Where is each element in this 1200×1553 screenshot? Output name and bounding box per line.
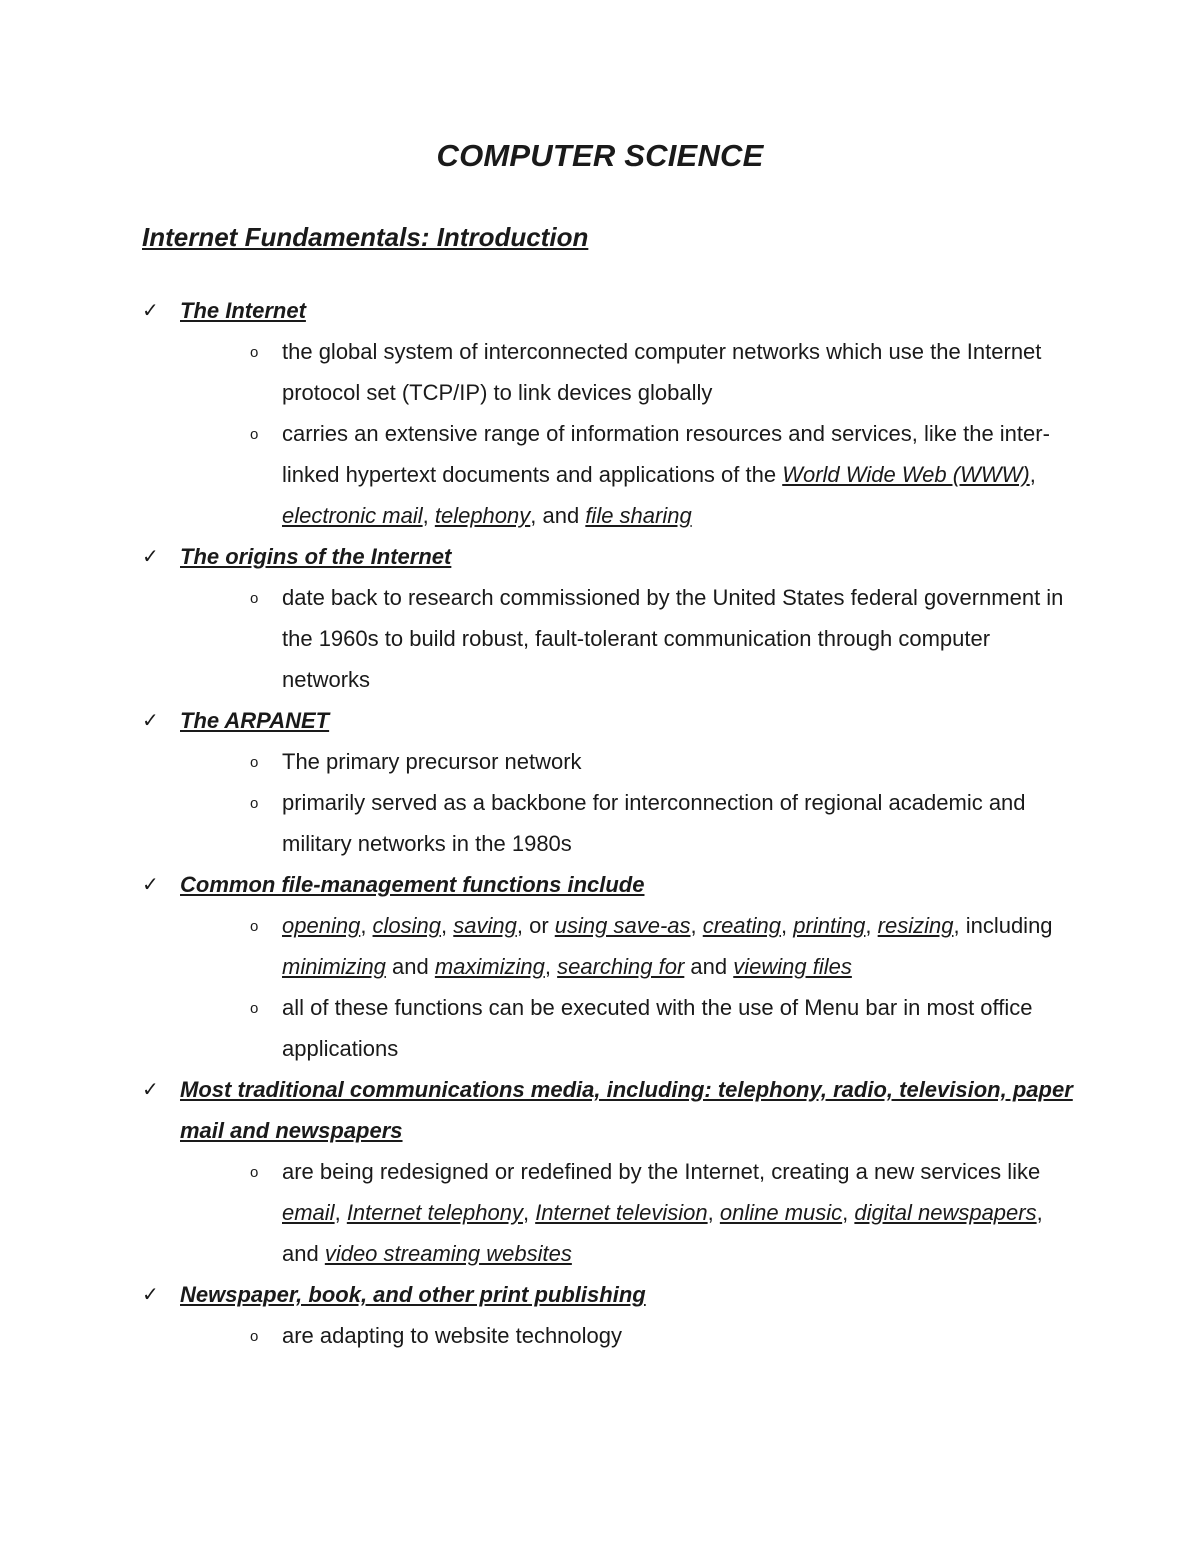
bullet-text: ,: [544, 954, 558, 979]
item-heading-text: The origins of the Internet: [180, 544, 452, 569]
underlined-term: World Wide Web (WWW): [782, 462, 1030, 487]
bullet-text: ,: [842, 1200, 855, 1225]
underlined-term: printing: [793, 913, 866, 938]
bullet-text: carries an extensive range of information resources and services, like the inter-linked hypertext documents and applications of the: [282, 421, 1050, 487]
bullet-text: the global system of interconnected computer networks which use the Internet protocol set (TCP/IP) to link devices globally: [282, 339, 1042, 405]
bullet-text: ,: [522, 1200, 536, 1225]
outline-item: [142, 1274, 1082, 1356]
bullet-item: [142, 331, 1082, 413]
bullet-text: , or: [516, 913, 555, 938]
bullet-text: ,: [1029, 462, 1036, 487]
outline-item: [142, 290, 1082, 536]
bullet-list: [142, 1151, 1082, 1274]
bullet-item: [142, 782, 1082, 864]
bullet-list: [142, 905, 1082, 1069]
bullet-list: [142, 577, 1082, 700]
item-heading: [142, 1274, 1082, 1315]
outline-item: [142, 700, 1082, 864]
bullet-text: ,: [707, 1200, 720, 1225]
bullet-text: ,: [422, 503, 435, 528]
bullet-text: ,: [690, 913, 703, 938]
checkmark-icon: ✓: [142, 708, 159, 732]
bullet-text: , and: [282, 1200, 1043, 1266]
item-heading: [142, 864, 1082, 905]
underlined-term: electronic mail: [282, 503, 423, 528]
underlined-term: closing: [372, 913, 442, 938]
underlined-term: maximizing: [434, 954, 545, 979]
bullet-icon: o: [250, 1328, 259, 1345]
item-heading-text: Most traditional communications media, including: telephony, radio, television, paper mail and newspapers: [180, 1077, 1073, 1143]
underlined-term: using save-as: [554, 913, 691, 938]
outline-list: [142, 290, 1082, 1356]
item-heading: [142, 290, 1082, 331]
item-heading-text: Newspaper, book, and other print publishing: [180, 1282, 646, 1307]
underlined-term: Internet television: [535, 1200, 708, 1225]
checkmark-icon: ✓: [142, 298, 159, 322]
checkmark-icon: ✓: [142, 1077, 159, 1101]
checkmark-icon: ✓: [142, 1282, 159, 1306]
underlined-term: video streaming websites: [324, 1241, 572, 1266]
bullet-item: [142, 1151, 1082, 1274]
item-heading-text: The ARPANET: [180, 708, 330, 733]
outline-item: [142, 536, 1082, 700]
bullet-text: all of these functions can be executed with the use of Menu bar in most office applications: [282, 995, 1033, 1061]
underlined-term: email: [282, 1200, 335, 1225]
bullet-text: primarily served as a backbone for interconnection of regional academic and military networks in the 1980s: [282, 790, 1026, 856]
item-heading-text: The Internet: [180, 298, 306, 323]
underlined-term: searching for: [557, 954, 685, 979]
underlined-term: file sharing: [585, 503, 692, 528]
bullet-item: [142, 413, 1082, 536]
bullet-icon: o: [250, 754, 259, 771]
bullet-item: [142, 577, 1082, 700]
item-heading: [142, 1069, 1082, 1151]
bullet-item: [142, 905, 1082, 987]
bullet-item: [142, 741, 1082, 782]
bullet-text: are adapting to website technology: [282, 1323, 623, 1348]
bullet-text: ,: [781, 913, 794, 938]
underlined-term: opening: [282, 913, 361, 938]
bullet-list: [142, 331, 1082, 536]
underlined-term: resizing: [877, 913, 954, 938]
bullet-item: [142, 987, 1082, 1069]
bullet-text: ,: [441, 913, 454, 938]
bullet-item: [142, 1315, 1082, 1356]
bullet-text: and: [684, 954, 734, 979]
outline-item: [142, 1069, 1082, 1274]
bullet-text: , including: [953, 913, 1053, 938]
underlined-term: minimizing: [282, 954, 386, 979]
checkmark-icon: ✓: [142, 544, 159, 568]
bullet-icon: o: [250, 1164, 259, 1181]
bullet-list: [142, 1315, 1082, 1356]
underlined-term: saving: [453, 913, 517, 938]
underlined-term: telephony: [434, 503, 531, 528]
bullet-icon: o: [250, 426, 259, 443]
outline-item: [142, 864, 1082, 1069]
item-heading: [142, 700, 1082, 741]
underlined-term: Internet telephony: [346, 1200, 523, 1225]
bullet-text: date back to research commissioned by the United States federal government in the 1960s to build robust, fault-tolerant communication through computer networks: [282, 585, 1064, 692]
checkmark-icon: ✓: [142, 872, 159, 896]
item-heading-text: Common file-management functions include: [180, 872, 645, 897]
underlined-term: creating: [702, 913, 782, 938]
bullet-icon: o: [250, 344, 259, 361]
bullet-text: The primary precursor network: [282, 749, 582, 774]
underlined-term: viewing files: [733, 954, 852, 979]
bullet-text: ,: [334, 1200, 347, 1225]
bullet-icon: o: [250, 590, 259, 607]
bullet-icon: o: [250, 795, 259, 812]
underlined-term: online music: [719, 1200, 843, 1225]
bullet-text: ,: [360, 913, 373, 938]
bullet-icon: o: [250, 1000, 259, 1017]
bullet-icon: o: [250, 918, 259, 935]
bullet-text: , and: [530, 503, 586, 528]
bullet-text: are being redesigned or redefined by the Internet, creating a new services like: [282, 1159, 1041, 1184]
bullet-text: ,: [865, 913, 878, 938]
document-title: COMPUTER SCIENCE: [436, 138, 764, 173]
bullet-list: [142, 741, 1082, 864]
underlined-term: digital newspapers: [854, 1200, 1037, 1225]
bullet-text: and: [385, 954, 435, 979]
section-heading: Internet Fundamentals: Introduction: [142, 222, 589, 252]
item-heading: [142, 536, 1082, 577]
